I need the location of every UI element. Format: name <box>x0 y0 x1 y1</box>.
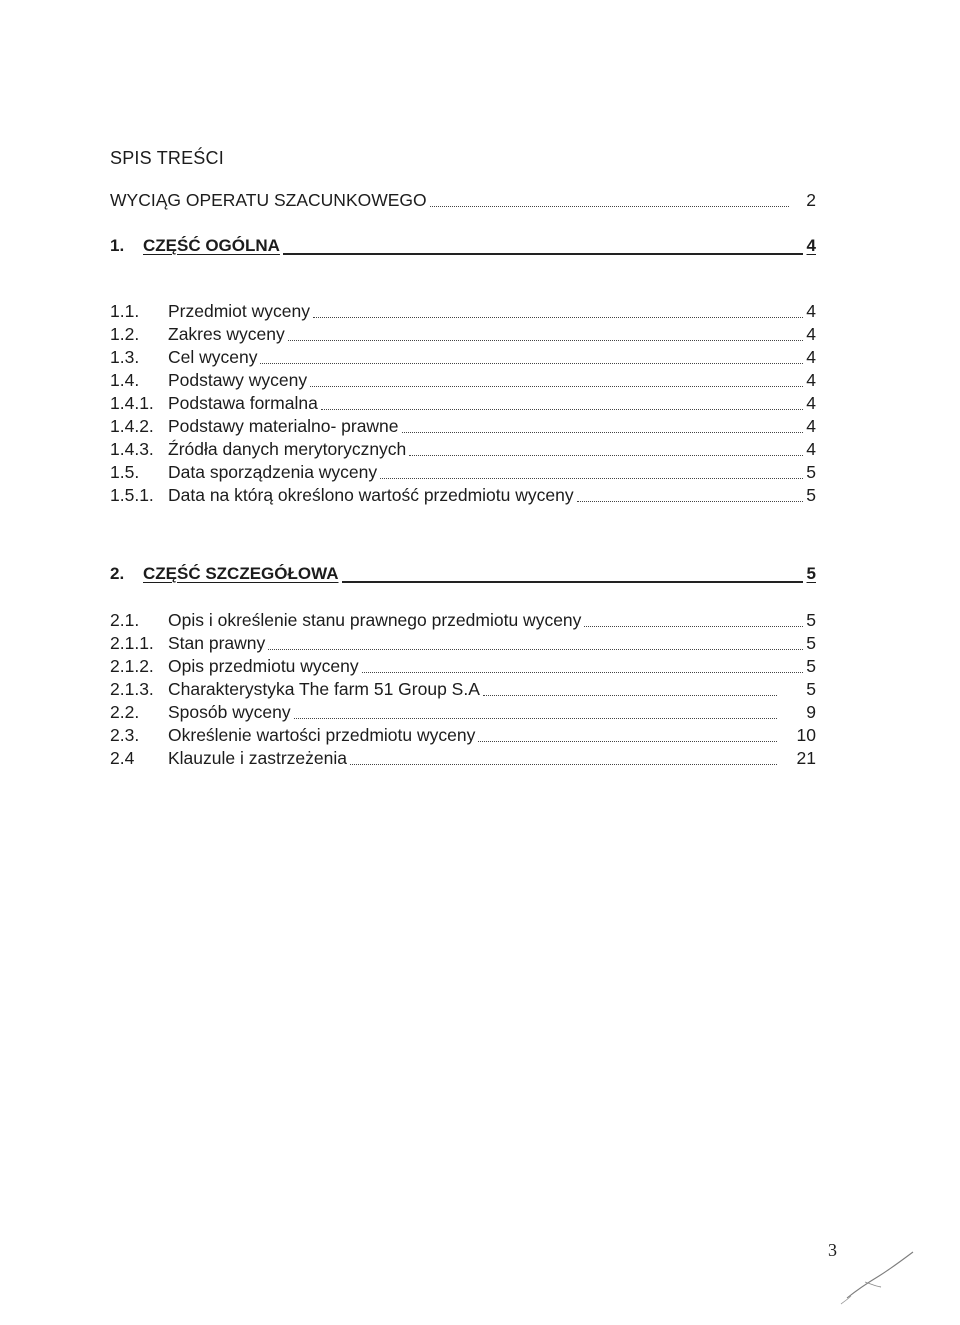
toc-entry[interactable] <box>110 656 816 677</box>
toc-entry-label: Data sporządzenia wyceny <box>168 462 378 482</box>
toc-entry-number: 2.1.1. <box>110 633 154 653</box>
dot-leader <box>430 206 789 207</box>
toc-entry[interactable] <box>110 702 816 723</box>
toc-entry-page: 4 <box>806 370 816 390</box>
toc-section-page: 5 <box>806 564 816 583</box>
toc-entry-label: Podstawa formalna <box>168 393 318 413</box>
toc-entry[interactable] <box>110 748 816 769</box>
toc-section-label: CZĘŚĆ OGÓLNA <box>143 236 280 255</box>
toc-entry-label: Stan prawny <box>168 633 266 653</box>
toc-entry-page: 4 <box>806 324 816 344</box>
toc-entry-number: 1.4.1. <box>110 393 154 413</box>
toc-entry-label: Podstawy wyceny <box>168 370 308 390</box>
dot-leader <box>350 764 777 765</box>
toc-entry-label: Podstawy materialno- prawne <box>168 416 399 436</box>
toc-section-number: 1. <box>110 236 125 255</box>
toc-section-1-heading[interactable] <box>110 236 816 256</box>
toc-entry-number: 2.2. <box>110 702 140 722</box>
toc-entry-extract[interactable] <box>110 190 816 211</box>
dot-leader <box>584 626 803 627</box>
toc-section-page: 4 <box>806 236 816 255</box>
dot-leader <box>260 363 803 364</box>
toc-entry-page: 9 <box>806 702 816 722</box>
toc-entry-page: 5 <box>806 633 816 653</box>
toc-entry-number: 1.4.3. <box>110 439 154 459</box>
toc-entry[interactable] <box>110 725 816 746</box>
dot-leader <box>268 649 803 650</box>
dot-leader <box>288 340 803 341</box>
toc-entry-page: 5 <box>806 610 816 630</box>
toc-entry-number: 2.1.3. <box>110 679 154 699</box>
dot-leader <box>310 386 803 387</box>
toc-entry-label: Sposób wyceny <box>168 702 291 722</box>
toc-entry[interactable] <box>110 370 816 391</box>
toc-entry-page: 4 <box>806 347 816 367</box>
toc-entry-number: 1.1. <box>110 301 140 321</box>
toc-entry-number: 2.1. <box>110 610 140 630</box>
toc-entry-page: 4 <box>806 416 816 436</box>
toc-entry-page: 2 <box>806 190 816 210</box>
toc-entry-label: Określenie wartości przedmiotu wyceny <box>168 725 476 745</box>
page-title: SPIS TREŚCI <box>110 148 224 168</box>
dot-leader <box>294 718 777 719</box>
toc-entry-label: Klauzule i zastrzeżenia <box>168 748 347 768</box>
toc-entry[interactable] <box>110 679 816 700</box>
toc-entry[interactable] <box>110 301 816 322</box>
toc-entry-label: Zakres wyceny <box>168 324 285 344</box>
toc-entry-label: Przedmiot wyceny <box>168 301 310 321</box>
toc-entry-page: 10 <box>796 725 816 745</box>
dot-leader <box>321 409 803 410</box>
toc-entry[interactable] <box>110 485 816 506</box>
toc-entry-label: Cel wyceny <box>168 347 258 367</box>
toc-entry-number: 1.5.1. <box>110 485 154 505</box>
toc-section-label: CZĘŚĆ SZCZEGÓŁOWA <box>143 564 339 583</box>
dot-leader <box>313 317 803 318</box>
toc-entry-number: 1.3. <box>110 347 140 367</box>
toc-entry-page: 5 <box>806 656 816 676</box>
toc-entry-number: 1.4. <box>110 370 140 390</box>
dot-leader <box>402 432 803 433</box>
toc-entry[interactable] <box>110 462 816 483</box>
toc-entry-page: 5 <box>806 485 816 505</box>
dot-leader <box>478 741 777 742</box>
toc-entry[interactable] <box>110 324 816 345</box>
toc-entry-number: 1.4.2. <box>110 416 154 436</box>
toc-entry-label: Charakterystyka The farm 51 Group S.A <box>168 679 480 699</box>
dot-leader <box>483 695 777 696</box>
toc-entry-page: 4 <box>806 301 816 321</box>
dot-leader <box>409 455 803 456</box>
toc-entry[interactable] <box>110 416 816 437</box>
toc-entry-page: 21 <box>796 748 816 768</box>
signature-mark <box>835 1246 925 1306</box>
toc-entry-label: Opis przedmiotu wyceny <box>168 656 359 676</box>
toc-entry-label: Data na którą określono wartość przedmiotu wyceny <box>168 485 574 505</box>
solid-leader <box>342 581 804 583</box>
toc-entry[interactable] <box>110 393 816 414</box>
toc-entry[interactable] <box>110 610 816 631</box>
toc-entry[interactable] <box>110 633 816 654</box>
toc-entry-page: 4 <box>806 439 816 459</box>
toc-entry-number: 2.3. <box>110 725 140 745</box>
solid-leader <box>283 253 803 255</box>
toc-entry-number: 1.2. <box>110 324 140 344</box>
toc-entry-page: 4 <box>806 393 816 413</box>
toc-entry-label: Opis i określenie stanu prawnego przedmiotu wyceny <box>168 610 582 630</box>
page-number: 3 <box>828 1240 837 1260</box>
toc-entry-number: 1.5. <box>110 462 140 482</box>
toc-entry-label: WYCIĄG OPERATU SZACUNKOWEGO <box>110 190 427 210</box>
toc-entry[interactable] <box>110 347 816 368</box>
toc-entry-number: 2.4 <box>110 748 135 768</box>
toc-section-2-heading[interactable] <box>110 564 816 584</box>
toc-section-number: 2. <box>110 564 125 583</box>
toc-entry-page: 5 <box>806 679 816 699</box>
dot-leader <box>577 501 803 502</box>
toc-entry[interactable] <box>110 439 816 460</box>
toc-entry-label: Źródła danych merytorycznych <box>168 439 407 459</box>
toc-entry-page: 5 <box>806 462 816 482</box>
dot-leader <box>380 478 803 479</box>
toc-entry-number: 2.1.2. <box>110 656 154 676</box>
dot-leader <box>362 672 803 673</box>
